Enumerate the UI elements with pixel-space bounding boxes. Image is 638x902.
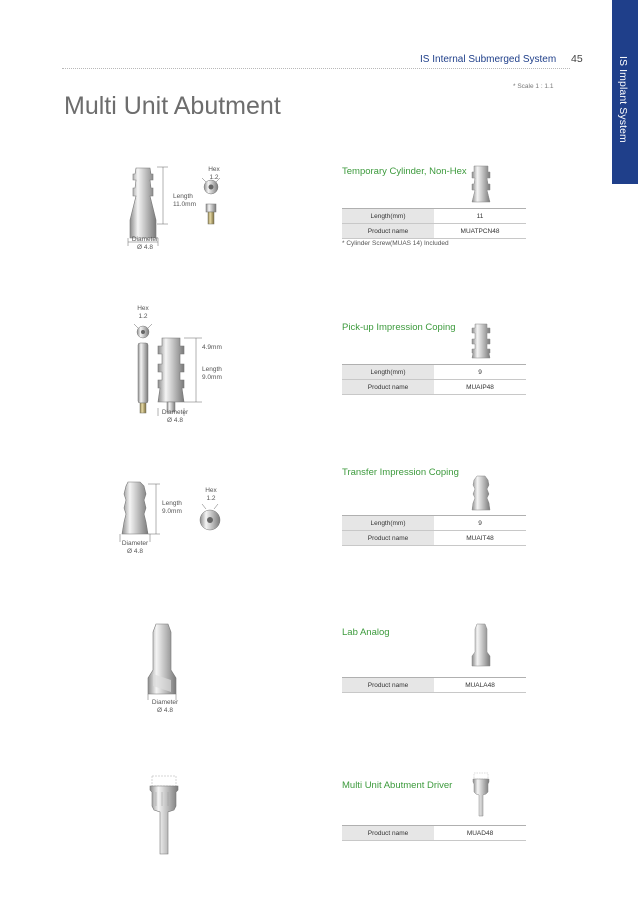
table-value: 9 [434, 516, 526, 531]
table-label: Product name [342, 826, 434, 841]
table-label: Length(mm) [342, 516, 434, 531]
diameter-dimension: Diameter Ø 4.8 [121, 540, 149, 555]
table-value: MUAIT48 [434, 531, 526, 546]
transfer-coping-thumbnail [468, 474, 494, 514]
table-label: Product name [342, 224, 434, 239]
section-title: Lab Analog [342, 627, 390, 638]
hex-dimension: Hex 1.2 [137, 305, 149, 320]
scale-note: * Scale 1 : 1.1 [513, 83, 554, 90]
table-row [342, 224, 526, 239]
table-row [342, 516, 526, 531]
lab-analog-drawing [140, 622, 200, 702]
driver-drawing [140, 774, 200, 858]
footnote: * Cylinder Screw(MUAS 14) Included [342, 240, 449, 247]
section-title: Multi Unit Abutment Driver [342, 780, 453, 791]
table-row [342, 678, 526, 693]
section-title: Temporary Cylinder, Non-Hex [342, 166, 467, 177]
table-label: Product name [342, 678, 434, 693]
table-row [342, 209, 526, 224]
header-title: IS Internal Submerged System [420, 54, 557, 65]
table-row [342, 365, 526, 380]
table-label: Length(mm) [342, 209, 434, 224]
table-row [342, 531, 526, 546]
table-label: Length(mm) [342, 365, 434, 380]
spec-table [342, 825, 526, 841]
table-value: MUAD48 [434, 826, 526, 841]
table-value: MUATPCN48 [434, 224, 526, 239]
driver-thumbnail [468, 772, 494, 818]
spec-table [342, 515, 526, 546]
temporary-cylinder-thumbnail [468, 164, 494, 204]
table-value: 11 [434, 209, 526, 224]
page-title: Multi Unit Abutment [64, 92, 281, 120]
hex-dimension: Hex 1.2 [205, 487, 217, 502]
table-value: MUALA48 [434, 678, 526, 693]
spec-table [342, 208, 526, 239]
spec-table [342, 364, 526, 395]
length-dimension: Length 9.0mm [202, 366, 222, 381]
table-row [342, 380, 526, 395]
diameter-dimension: Diameter Ø 4.8 [131, 236, 159, 251]
table-label: Product name [342, 380, 434, 395]
table-value: MUAIP48 [434, 380, 526, 395]
table-row [342, 826, 526, 841]
top-dimension: 4.9mm [202, 344, 222, 351]
length-dimension: Length 11.0mm [173, 193, 196, 208]
diameter-dimension: Diameter Ø 4.8 [151, 699, 179, 714]
table-value: 9 [434, 365, 526, 380]
section-title: Transfer Impression Coping [342, 467, 459, 478]
pickup-coping-thumbnail [468, 322, 494, 362]
page-number: 45 [571, 53, 583, 65]
length-dimension: Length 9.0mm [162, 500, 182, 515]
spec-table [342, 677, 526, 693]
diameter-dimension: Diameter Ø 4.8 [161, 409, 189, 424]
table-label: Product name [342, 531, 434, 546]
side-tab [612, 0, 638, 184]
side-tab-label: IS Implant System [617, 56, 629, 143]
lab-analog-thumbnail [470, 622, 492, 670]
section-title: Pick-up Impression Coping [342, 322, 456, 333]
header-divider [62, 68, 570, 69]
hex-dimension: Hex 1.2 [208, 166, 220, 181]
